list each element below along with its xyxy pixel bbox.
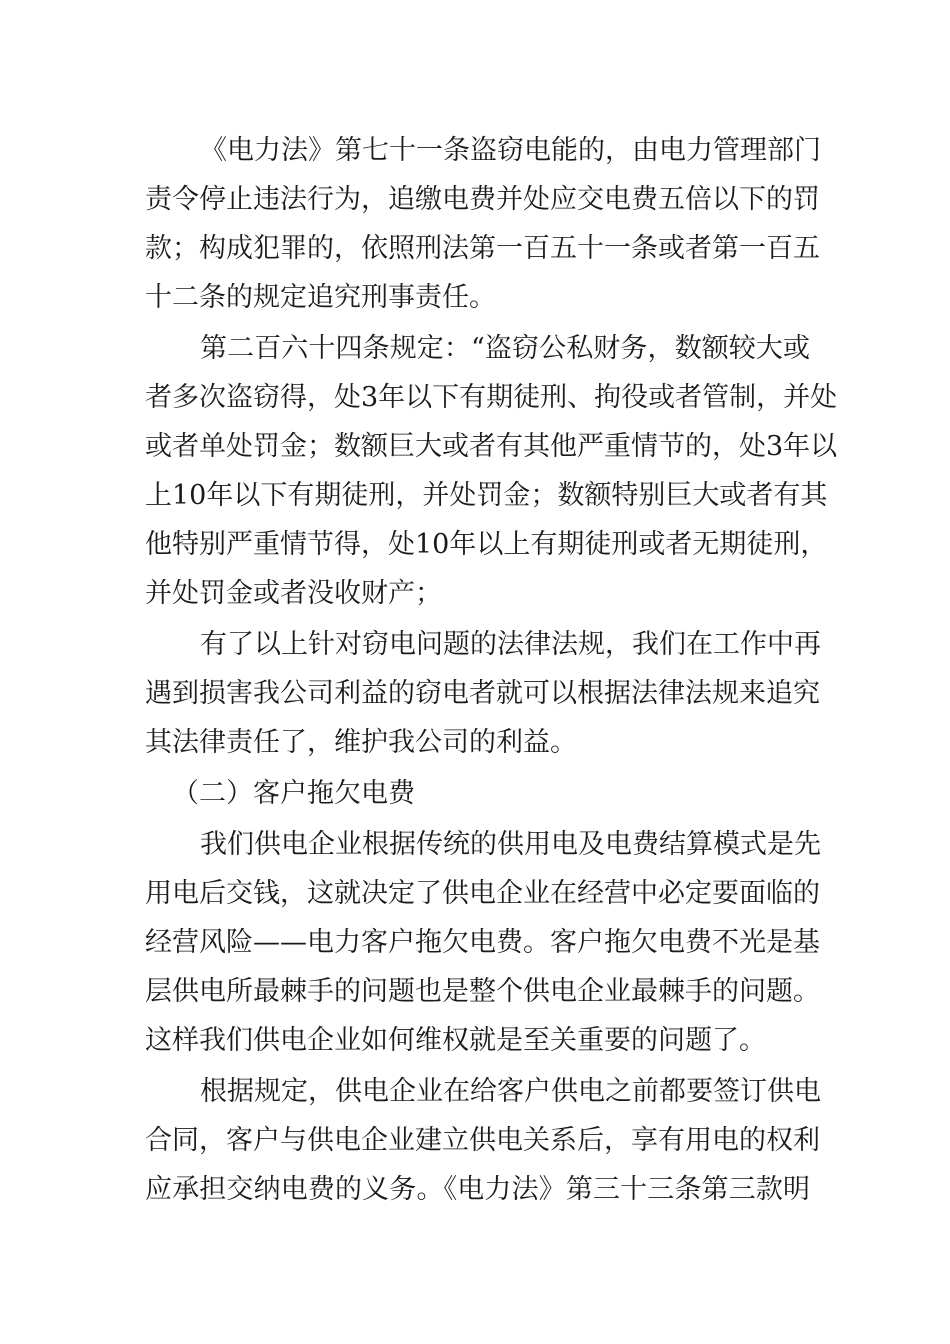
paragraph-5-line-1: 我们供电企业根据传统的供用电及电费结算模式是先 [200,829,821,860]
paragraph-6-line-1: 根据规定，供电企业在给客户供电之前都要签订供电 [200,1076,821,1107]
paragraph-1-line-3: 款；构成犯罪的，依照刑法第一百五十一条或者第一百五 [145,233,820,264]
paragraph-2-line-6: 并处罚金或者没收财产； [145,578,442,609]
paragraph-2-line-2: 者多次盗窃得，处3年以下有期徒刑、拘役或者管制，并处 [145,382,838,413]
paragraph-2-line-4: 上10年以下有期徒刑，并处罚金；数额特别巨大或者有其 [145,480,828,511]
paragraph-2-line-3: 或者单处罚金；数额巨大或者有其他严重情节的，处3年以 [145,431,838,462]
paragraph-2-line-5: 他特别严重情节得，处10年以上有期徒刑或者无期徒刑， [145,529,828,560]
paragraph-6-line-2: 合同，客户与供电企业建立供电关系后，享有用电的权利 [145,1125,820,1156]
paragraph-5-line-3: 经营风险——电力客户拖欠电费。客户拖欠电费不光是基 [145,927,820,958]
paragraph-5-line-4: 层供电所最棘手的问题也是整个供电企业最棘手的问题。 [145,976,820,1007]
paragraph-5-line-2: 用电后交钱，这就决定了供电企业在经营中必定要面临的 [145,878,820,909]
paragraph-1-line-4: 十二条的规定追究刑事责任。 [145,282,496,313]
paragraph-1-line-1: 《电力法》第七十一条盗窃电能的，由电力管理部门 [200,135,821,166]
paragraph-3-line-3: 其法律责任了，维护我公司的利益。 [145,727,577,758]
section-heading: （二）客户拖欠电费 [172,778,415,809]
paragraph-3-line-1: 有了以上针对窃电问题的法律法规，我们在工作中再 [200,629,821,660]
paragraph-2-line-1: 第二百六十四条规定：“盗窃公私财务，数额较大或 [200,333,810,364]
paragraph-1-line-2: 责令停止违法行为，追缴电费并处应交电费五倍以下的罚 [145,184,820,215]
paragraph-3-line-2: 遇到损害我公司利益的窃电者就可以根据法律法规来追究 [145,678,820,709]
paragraph-6-line-3: 应承担交纳电费的义务。《电力法》第三十三条第三款明 [145,1174,810,1205]
paragraph-5-line-5: 这样我们供电企业如何维权就是至关重要的问题了。 [145,1025,766,1056]
